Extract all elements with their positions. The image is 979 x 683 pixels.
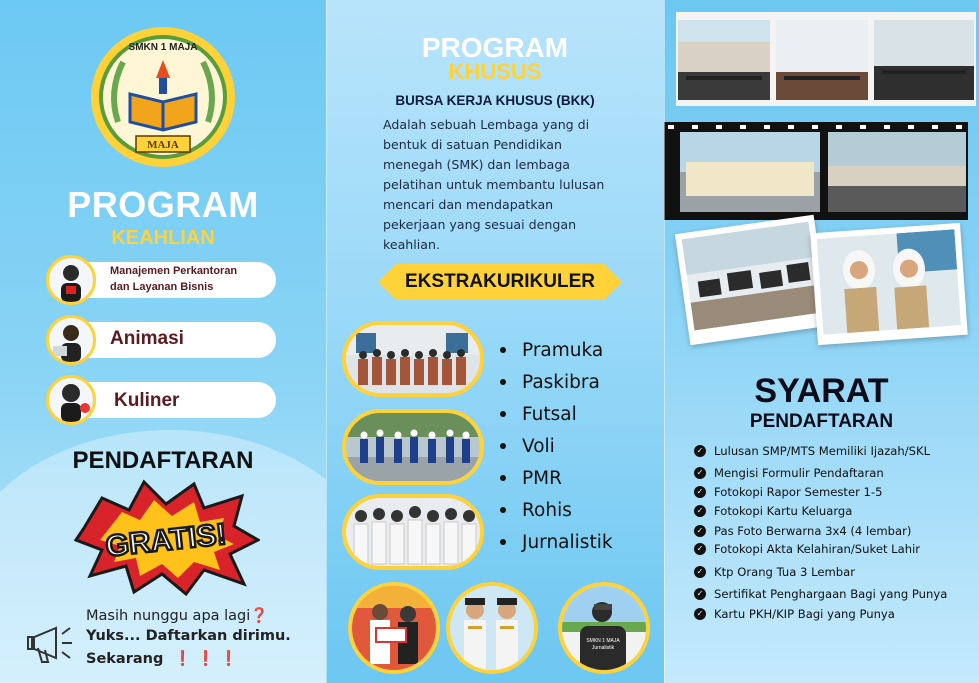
- pendaftaran-heading: PENDAFTARAN: [72, 447, 254, 474]
- list-item: Paskibra: [500, 366, 613, 398]
- megaphone-icon: [26, 620, 82, 666]
- check-circle-icon: ✓: [694, 525, 706, 537]
- requirement-item: ✓ Fotokopi Rapor Semester 1-5: [694, 485, 882, 499]
- program-khusus-title: PROGRAM: [421, 32, 569, 63]
- list-item: Pramuka: [500, 334, 613, 366]
- cta-line-2: Yuks... Daftarkan dirimu.: [86, 628, 291, 644]
- syarat-title: SYARAT: [754, 372, 889, 410]
- film-strip-middle: [664, 122, 968, 220]
- jacket-text-2: Jurnalistik: [591, 645, 615, 651]
- question-icon: ❓: [250, 608, 269, 624]
- gratis-burst-badge: [74, 478, 260, 596]
- requirement-item: ✓ Sertifikat Penghargaan Bagi yang Punya: [694, 587, 947, 601]
- exclamation-icon: ❗ ❗ ❗: [173, 651, 238, 667]
- cta-line-1: Masih nunggu apa lagi❓: [86, 608, 269, 624]
- requirement-item: ✓ Ktp Orang Tua 3 Lembar: [694, 565, 855, 579]
- school-emblem: [88, 22, 238, 172]
- bkk-description: Adalah sebuah Lembaga yang di bentuk di satuan Pendidikan menegah (SMK) dan lembaga pelatihan untuk membantu lulusan mencari dan mendapatkan pekerjaan yang sesuai dengan keahlian.: [383, 117, 605, 252]
- pendaftaran-subtitle: PENDAFTARAN: [749, 411, 894, 432]
- list-item: PMR: [500, 462, 613, 494]
- photo-pramuka: [342, 321, 484, 397]
- check-circle-icon: ✓: [694, 505, 706, 517]
- gratis-text: GRATIS!: [104, 517, 228, 564]
- jacket-text-1: SMKN 1 MAJA: [586, 638, 620, 644]
- panel-program-khusus: [326, 0, 664, 683]
- ekstrakurikuler-list: [500, 334, 613, 558]
- photo-pmr: [342, 494, 484, 570]
- requirement-item: ✓ Pas Foto Berwarna 3x4 (4 lembar): [694, 524, 911, 538]
- list-item: Voli: [500, 430, 613, 462]
- film-strip-top: [676, 12, 976, 106]
- check-circle-icon: ✓: [694, 445, 706, 457]
- program-title: PROGRAM: [67, 184, 259, 225]
- avatar: [46, 255, 96, 305]
- polaroid-computer-lab: [675, 215, 829, 345]
- requirement-item: ✓ Mengisi Formulir Pendaftaran: [694, 466, 884, 480]
- keahlian-subtitle: KEAHLIAN: [111, 227, 215, 249]
- check-circle-icon: ✓: [694, 588, 706, 600]
- requirement-item: ✓ Fotokopi Akta Kelahiran/Suket Lahir: [694, 542, 920, 556]
- bkk-heading: BURSA KERJA KHUSUS (BKK): [395, 93, 595, 108]
- fold-line: [664, 0, 665, 683]
- photo-silat: [348, 582, 440, 674]
- check-circle-icon: ✓: [694, 543, 706, 555]
- fold-line: [326, 0, 327, 683]
- check-circle-icon: ✓: [694, 566, 706, 578]
- cta-line-3: Sekarang ❗ ❗ ❗: [86, 651, 238, 667]
- requirement-item: ✓ Kartu PKH/KIP Bagi yang Punya: [694, 607, 895, 621]
- emblem-banner-text: MAJA: [147, 139, 179, 151]
- photo-paskibra-duo: [446, 582, 538, 674]
- emblem-top-text: SMKN 1 MAJA: [128, 42, 198, 53]
- list-item: Rohis: [500, 494, 613, 526]
- avatar: [46, 375, 96, 425]
- program-label: Kuliner: [114, 390, 180, 411]
- ekstrakurikuler-banner: [378, 264, 622, 300]
- check-circle-icon: ✓: [694, 467, 706, 479]
- program-label: Manajemen Perkantoran dan Layanan Bisnis: [110, 265, 238, 293]
- list-item: Jurnalistik: [500, 526, 613, 558]
- panel-syarat-pendaftaran: [664, 0, 979, 683]
- program-label: Animasi: [110, 328, 184, 349]
- requirement-item: ✓ Fotokopi Kartu Keluarga: [694, 504, 852, 518]
- avatar: [46, 315, 96, 365]
- panel-program-keahlian: [0, 0, 326, 683]
- requirement-item: ✓ Lulusan SMP/MTS Memiliki Ijazah/SKL: [694, 444, 930, 458]
- check-circle-icon: ✓: [694, 608, 706, 620]
- photo-jurnalistik: [558, 582, 650, 674]
- ekstrakurikuler-heading: EKSTRAKURIKULER: [405, 271, 595, 292]
- list-item: Futsal: [500, 398, 613, 430]
- check-circle-icon: ✓: [694, 486, 706, 498]
- photo-paskibra: [342, 409, 484, 485]
- polaroid-students: [810, 223, 967, 345]
- khusus-subtitle: KHUSUS: [448, 59, 542, 84]
